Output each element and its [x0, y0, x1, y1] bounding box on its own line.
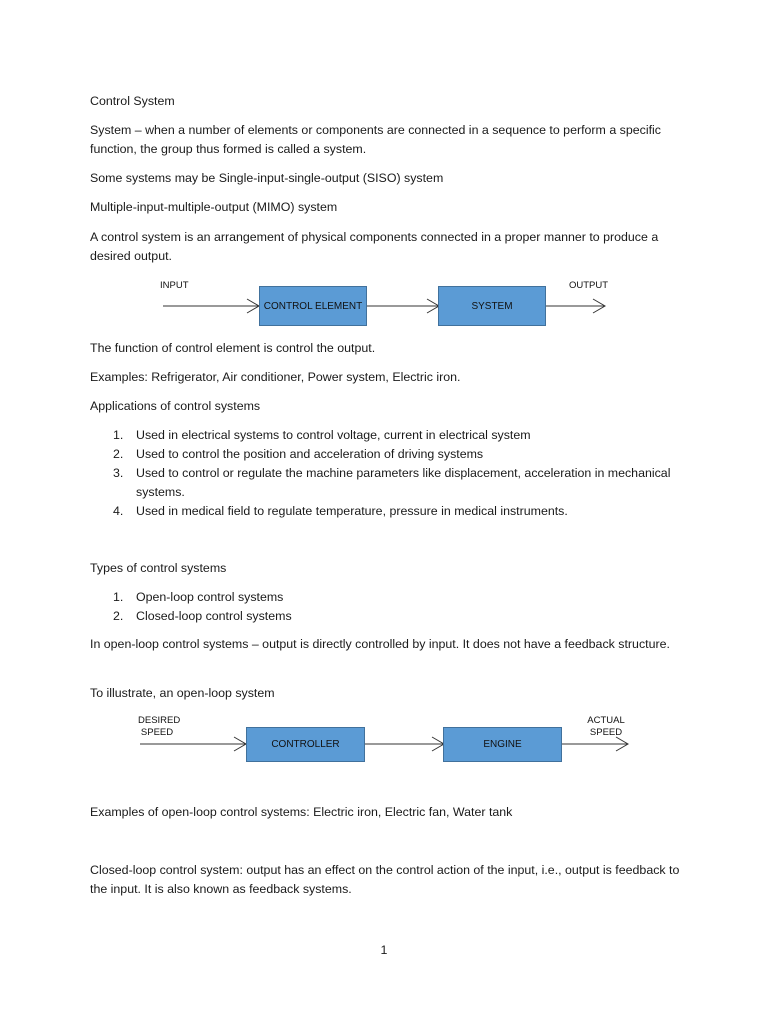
types-list: [90, 588, 690, 626]
function-paragraph: The function of control element is control the output.: [90, 341, 376, 355]
list-item-number: 3.: [113, 466, 124, 480]
list-item: [90, 588, 690, 607]
list-item-text: Closed-loop control systems: [136, 609, 292, 623]
list-item: [90, 502, 690, 521]
list-item: [90, 445, 690, 464]
applications-list: [90, 426, 690, 521]
illustrate-paragraph: To illustrate, an open-loop system: [90, 686, 275, 700]
input-arrow-head: [247, 299, 259, 313]
actual-speed-label-line1: ACTUAL: [587, 715, 625, 726]
mimo-paragraph: Multiple-input-multiple-output (MIMO) system: [90, 200, 338, 214]
list-item-text: Used in medical field to regulate temperature, pressure in medical instruments.: [136, 504, 568, 518]
list-item: [90, 464, 690, 502]
list-item-number: 2.: [113, 609, 124, 623]
page-heading: Control System: [90, 94, 175, 108]
control-system-definition-paragraph: A control system is an arrangement of physical components connected in a proper manner to produce a desired output.: [90, 230, 659, 263]
actual-speed-label-line2: SPEED: [589, 727, 623, 738]
list-item-number: 1.: [113, 590, 124, 604]
applications-heading: Applications of control systems: [90, 399, 261, 413]
types-heading: Types of control systems: [90, 561, 227, 575]
page-number: 1: [380, 943, 388, 957]
list-item-text: Used to control the position and acceleration of driving systems: [136, 447, 484, 461]
closed-loop-paragraph: Closed-loop control system: output has an effect on the control action of the input, i.e., output is feedback to the input. It is also known as feedback systems.: [90, 863, 680, 896]
list-item-text: Open-loop control systems: [136, 590, 284, 604]
actual-speed-arrow-head: [616, 737, 628, 751]
desired-speed-label-line1: DESIRED: [138, 715, 181, 726]
output-label: OUTPUT: [569, 280, 609, 291]
list-item: [90, 426, 690, 445]
input-label: INPUT: [160, 280, 189, 291]
desired-speed-label-line2: SPEED: [140, 727, 174, 738]
examples-paragraph: Examples: Refrigerator, Air conditioner, Power system, Electric iron.: [90, 370, 461, 384]
list-item: [90, 607, 690, 626]
desired-speed-label: [138, 715, 181, 739]
control-element-box: CONTROL ELEMENT: [259, 286, 367, 326]
system-box: SYSTEM: [438, 286, 546, 326]
actual-speed-label: [587, 715, 625, 739]
list-item-text: Used in electrical systems to control voltage, current in electrical system: [136, 428, 531, 442]
list-item-number: 4.: [113, 504, 124, 518]
list-item-number: 2.: [113, 447, 124, 461]
open-loop-paragraph: In open-loop control systems – output is directly controlled by input. It does not have a feedback structure.: [90, 637, 670, 651]
controller-box: CONTROLLER: [246, 727, 365, 762]
system-definition-paragraph: System – when a number of elements or components are connected in a sequence to perform a specific function, the group thus formed is called a system.: [90, 123, 661, 156]
list-item-number: 1.: [113, 428, 124, 442]
list-item-text: Used to control or regulate the machine parameters like displacement, acceleration in mechanical systems.: [136, 466, 671, 499]
open-loop-examples-paragraph: Examples of open-loop control systems: Electric iron, Electric fan, Water tank: [90, 805, 513, 819]
engine-box: ENGINE: [443, 727, 562, 762]
siso-paragraph: Some systems may be Single-input-single-output (SISO) system: [90, 171, 444, 185]
output-arrow-head: [593, 299, 605, 313]
desired-speed-arrow-head: [234, 737, 246, 751]
